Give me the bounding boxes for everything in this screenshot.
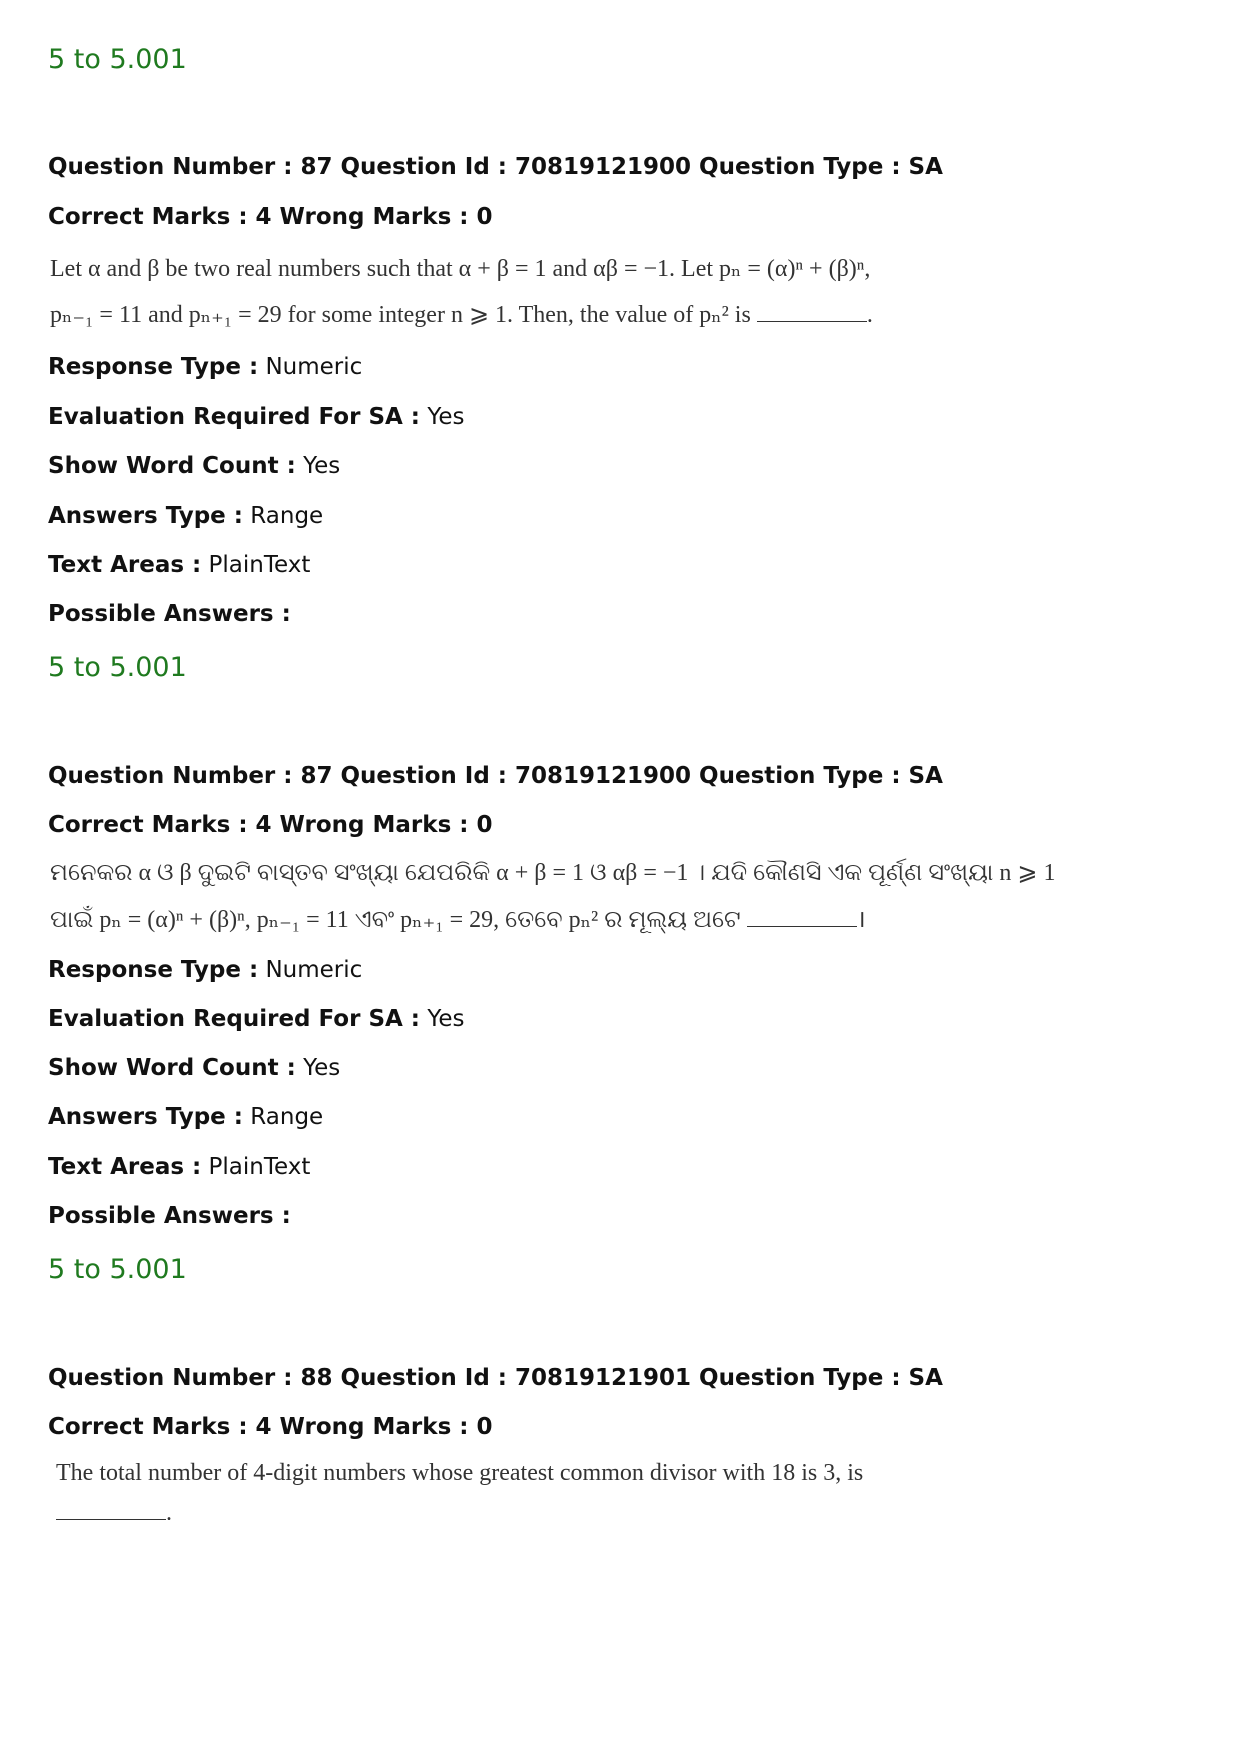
field-value: Range — [250, 503, 324, 529]
field-label: Response Type : — [48, 957, 259, 983]
question-text: pₙ₋₁ = 11 and pₙ₊₁ = 29 for some integer n ⩾ 1. Then, the value of pₙ² is — [50, 302, 751, 328]
question-text-end: . — [866, 302, 873, 328]
question-text-line — [50, 300, 873, 329]
field-label: Evaluation Required For SA : — [48, 404, 421, 430]
marks-line: Correct Marks : 4 Wrong Marks : 0 — [48, 1414, 493, 1440]
question-text-line — [50, 902, 866, 935]
field-text-areas — [48, 552, 310, 578]
answer-blank — [747, 908, 857, 927]
question-text-line: The total number of 4-digit numbers whose greatest common divisor with 18 is 3, is — [56, 1460, 864, 1486]
field-value: PlainText — [208, 552, 311, 578]
field-label: Show Word Count : — [48, 453, 296, 479]
answer-blank — [757, 303, 867, 322]
field-answers-type — [48, 1104, 323, 1130]
field-value: Yes — [303, 453, 341, 479]
field-value: PlainText — [208, 1154, 311, 1180]
field-label: Answers Type : — [48, 503, 243, 529]
field-evaluation-required — [48, 404, 464, 430]
question-text-line: Let α and β be two real numbers such that α + β = 1 and αβ = −1. Let pₙ = (α)ⁿ + (β)ⁿ, — [50, 256, 871, 282]
question-text-end: . — [166, 1500, 172, 1526]
marks-line: Correct Marks : 4 Wrong Marks : 0 — [48, 812, 493, 838]
field-label: Answers Type : — [48, 1104, 243, 1130]
possible-answer-value: 5 to 5.001 — [48, 652, 187, 683]
question-header: Question Number : 88 Question Id : 70819121901 Question Type : SA — [48, 1365, 943, 1391]
question-text-line — [56, 1500, 172, 1527]
possible-answer-value: 5 to 5.001 — [48, 1254, 187, 1285]
possible-answer-value: 5 to 5.001 — [48, 44, 187, 75]
field-show-word-count — [48, 453, 340, 479]
field-value: Numeric — [265, 957, 363, 983]
field-value: Yes — [303, 1055, 341, 1081]
question-text-end: । — [856, 907, 866, 933]
field-label: Show Word Count : — [48, 1055, 296, 1081]
field-value: Yes — [427, 404, 465, 430]
question-text-line: ମନେକର α ଓ β ଦୁଇଟି ବାସ୍ତବ ସଂଖ୍ୟା ଯେପରିକି α + β = 1 ଓ αβ = −1 । ଯଦି କୌଣସି ଏକ ପୂର୍ଣ୍ଣ ସଂଖ୍ୟା n ⩾ 1 — [50, 860, 1056, 886]
question-header: Question Number : 87 Question Id : 70819121900 Question Type : SA — [48, 154, 943, 180]
question-text: ପାଇଁ pₙ = (α)ⁿ + (β)ⁿ, pₙ₋₁ = 11 ଏବଂ pₙ₊₁ = 29, ତେବେ pₙ² ର ମୂଲ୍ୟ ଅଟେ — [50, 907, 741, 933]
field-evaluation-required — [48, 1006, 464, 1032]
field-answers-type — [48, 503, 323, 529]
field-value: Yes — [427, 1006, 465, 1032]
field-text-areas — [48, 1154, 310, 1180]
field-value: Range — [250, 1104, 324, 1130]
field-value: Numeric — [265, 354, 363, 380]
question-header: Question Number : 87 Question Id : 70819121900 Question Type : SA — [48, 763, 943, 789]
possible-answers-label: Possible Answers : — [48, 1203, 291, 1229]
field-show-word-count — [48, 1055, 340, 1081]
field-label: Text Areas : — [48, 552, 202, 578]
marks-line: Correct Marks : 4 Wrong Marks : 0 — [48, 204, 493, 230]
field-label: Evaluation Required For SA : — [48, 1006, 421, 1032]
possible-answers-label: Possible Answers : — [48, 601, 291, 627]
field-response-type — [48, 354, 362, 380]
field-label: Response Type : — [48, 354, 259, 380]
field-label: Text Areas : — [48, 1154, 202, 1180]
answer-blank — [56, 1501, 166, 1520]
field-response-type — [48, 957, 362, 983]
